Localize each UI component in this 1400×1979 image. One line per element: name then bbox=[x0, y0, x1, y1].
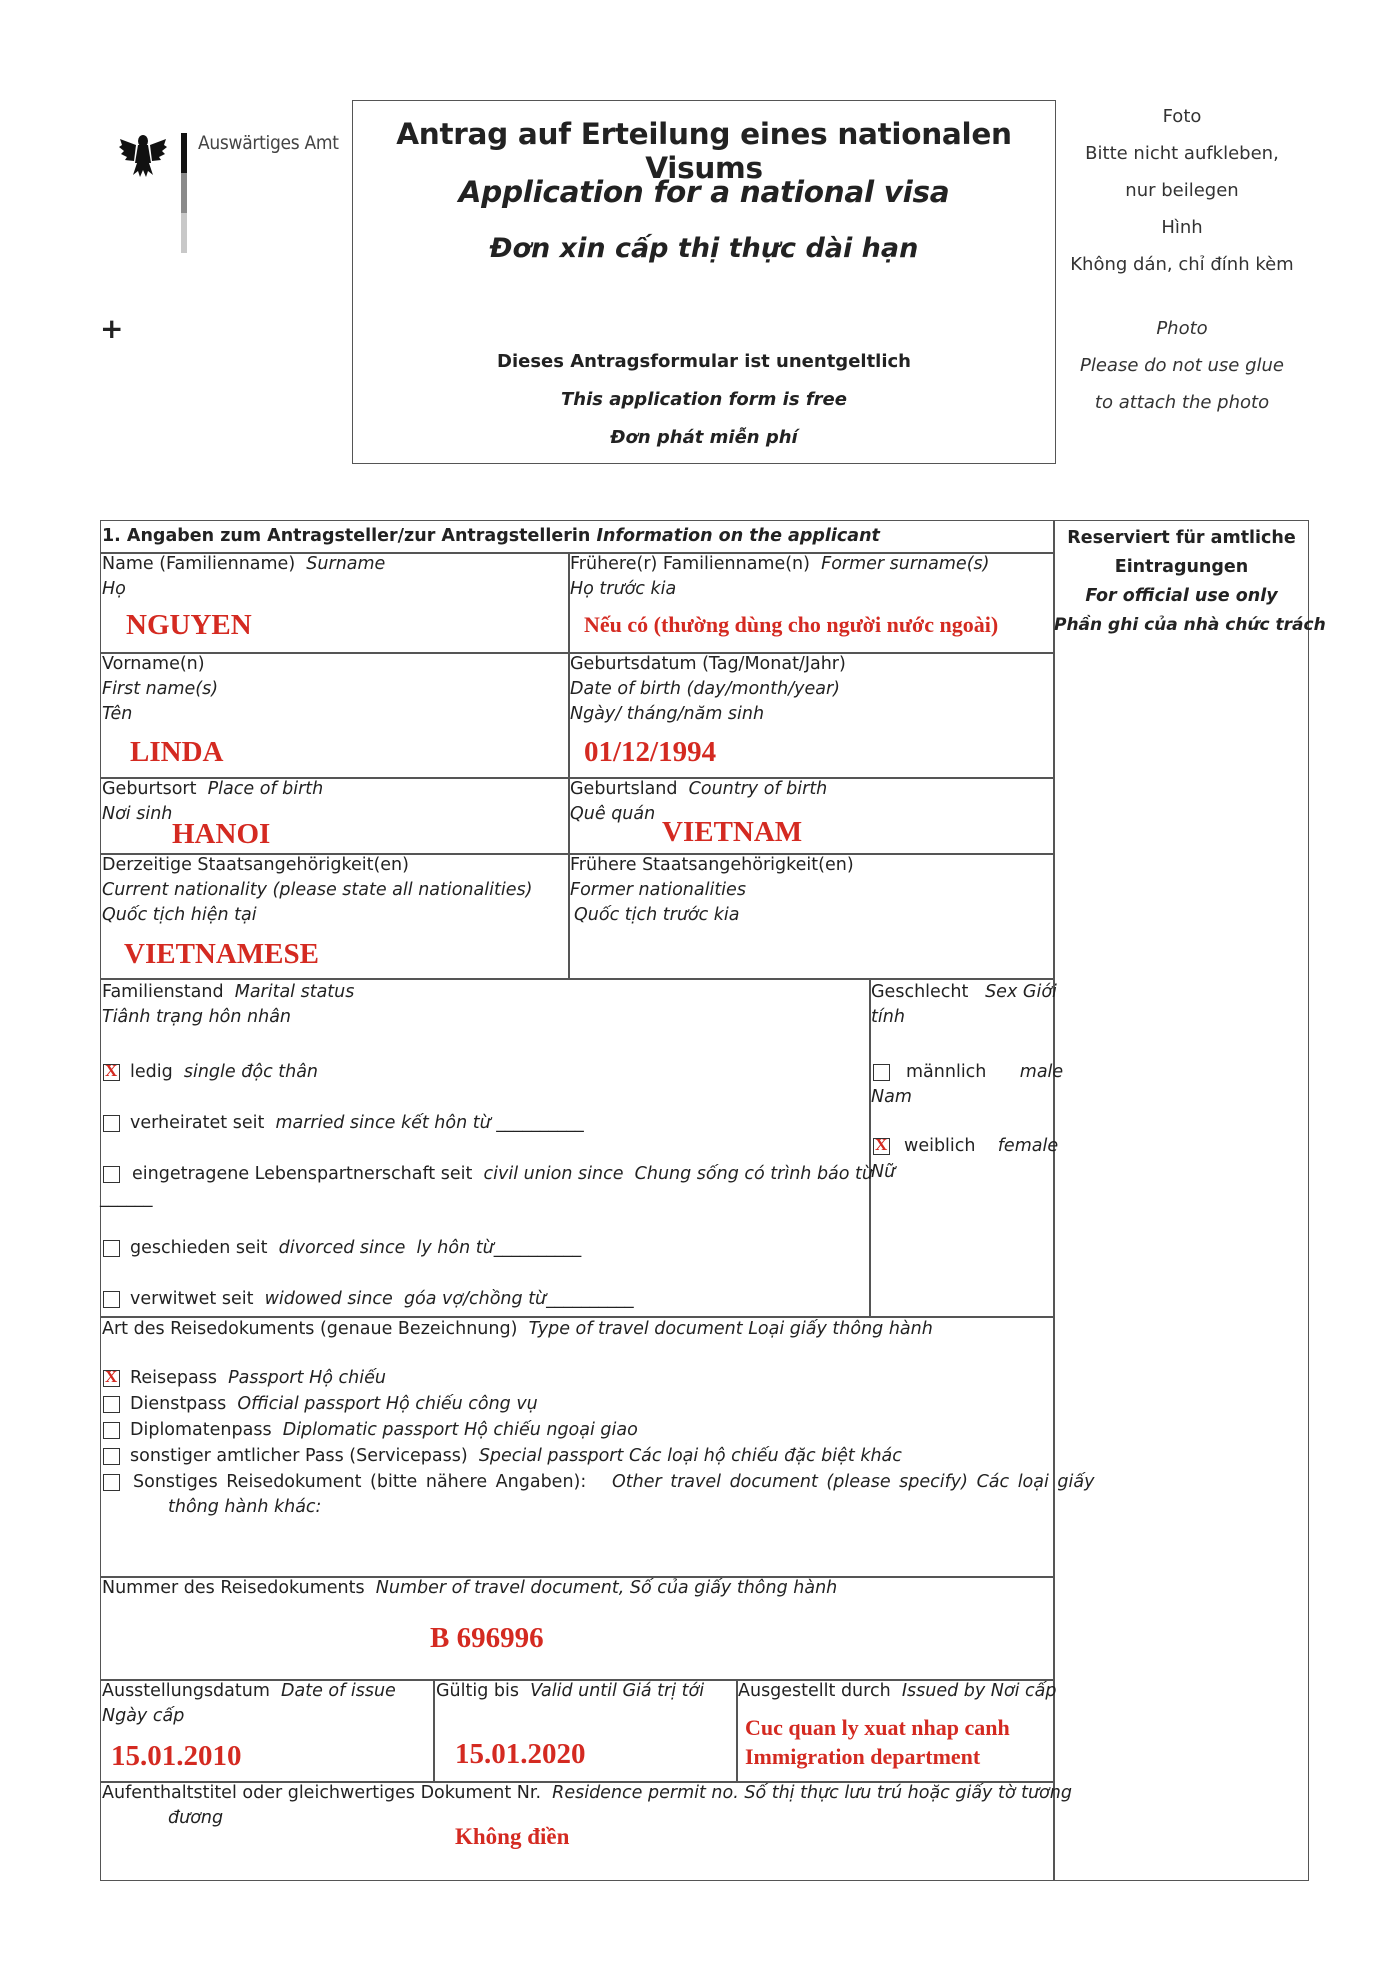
first-name-label: Vorname(n) First name(s) Tên bbox=[102, 654, 219, 724]
title-vi: Đơn xin cấp thị thực dài hạn bbox=[489, 233, 919, 264]
option-divorced: geschieden seit divorced since ly hôn từ__________ bbox=[130, 1238, 582, 1258]
country-of-birth-value[interactable]: VIETNAM bbox=[662, 816, 803, 848]
checkbox-female[interactable] bbox=[873, 1135, 890, 1155]
checkbox-passport[interactable] bbox=[103, 1367, 120, 1387]
checkbox-special-passport[interactable] bbox=[103, 1448, 120, 1465]
former-surname-label: Frühere(r) Familienname(n) Former surname(s) Họ trước kia bbox=[570, 554, 990, 599]
checkbox-diplomatic-passport[interactable] bbox=[103, 1422, 120, 1439]
travel-doc-label: Art des Reisedokuments (genaue Bezeichnung) Type of travel document Loại giấy thông hành bbox=[102, 1319, 933, 1339]
option-passport: Reisepass Passport Hộ chiếu bbox=[130, 1368, 386, 1388]
option-male: männlich male bbox=[906, 1062, 1064, 1082]
official-line-3: For official use only bbox=[1085, 586, 1278, 606]
checkbox-single[interactable] bbox=[103, 1061, 120, 1081]
nationality-label: Derzeitige Staatsangehörigkeit(en) Current nationality (please state all nationalities) Quốc tịch hiện tại bbox=[102, 855, 533, 925]
flag-bar bbox=[181, 133, 187, 253]
free-en: This application form is free bbox=[561, 389, 847, 410]
dob-label: Geburtsdatum (Tag/Monat/Jahr) Date of birth (day/month/year) Ngày/ tháng/năm sinh bbox=[570, 654, 846, 724]
checkbox-divorced[interactable] bbox=[103, 1240, 120, 1257]
doc-number-label: Nummer des Reisedokuments Number of travel document, Số của giấy thông hành bbox=[102, 1578, 838, 1598]
ministry-name: Auswärtiges Amt bbox=[198, 132, 339, 154]
marital-label: Familienstand Marital status Tiânh trạng hôn nhân bbox=[102, 982, 355, 1027]
photo-line-4: Hình bbox=[1161, 217, 1203, 238]
option-civil-union: eingetragene Lebenspartnerschaft seit civil union since Chung sống có trình báo từ bbox=[132, 1164, 874, 1184]
section-title-en: Information on the applicant bbox=[596, 526, 880, 546]
issue-date-label: Ausstellungsdatum Date of issue Ngày cấp bbox=[102, 1681, 396, 1726]
surname-label: Name (Familienname) Surname Họ bbox=[102, 554, 386, 599]
sex-label: Geschlecht Sex Giới tính bbox=[871, 982, 1057, 1027]
nationality-value[interactable]: VIETNAMESE bbox=[124, 938, 319, 970]
checkbox-female-mark: X bbox=[875, 1135, 888, 1154]
photo-instructions bbox=[1062, 98, 1302, 421]
official-line-2: Eintragungen bbox=[1114, 557, 1249, 577]
photo-line-7: Please do not use glue bbox=[1080, 355, 1284, 376]
free-vi: Đơn phát miễn phí bbox=[610, 427, 798, 448]
option-male-vi: Nam bbox=[871, 1087, 912, 1107]
checkbox-single-mark: X bbox=[105, 1061, 118, 1080]
option-married: verheiratet seit married since kết hôn từ __________ bbox=[130, 1113, 584, 1133]
option-female: weiblich female bbox=[904, 1136, 1059, 1156]
checkbox-male[interactable] bbox=[873, 1064, 890, 1081]
surname-value[interactable]: NGUYEN bbox=[126, 609, 252, 641]
free-de: Dieses Antragsformular ist unentgeltlich bbox=[497, 351, 911, 372]
former-nationality-label: Frühere Staatsangehörigkeit(en) Former nationalities Quốc tịch trước kia bbox=[570, 855, 854, 925]
title-en: Application for a national visa bbox=[458, 175, 950, 209]
photo-line-6: Photo bbox=[1156, 318, 1208, 339]
official-use bbox=[1054, 524, 1326, 640]
valid-until-value[interactable]: 15.01.2020 bbox=[455, 1738, 586, 1770]
photo-line-5: Không dán, chỉ đính kèm bbox=[1070, 254, 1294, 275]
section-title bbox=[102, 524, 880, 549]
place-of-birth-value[interactable]: HANOI bbox=[172, 818, 271, 850]
checkbox-official-passport[interactable] bbox=[103, 1396, 120, 1413]
place-of-birth-label: Geburtsort Place of birth Nơi sinh bbox=[102, 779, 324, 824]
photo-line-3: nur beilegen bbox=[1125, 180, 1239, 201]
checkbox-civil-union[interactable] bbox=[103, 1166, 120, 1183]
issue-date-value[interactable]: 15.01.2010 bbox=[111, 1740, 242, 1772]
title-de: Antrag auf Erteilung eines nationalen Visums bbox=[396, 117, 1012, 185]
option-single: ledig single độc thân bbox=[130, 1062, 319, 1082]
valid-until-label: Gültig bis Valid until Giá trị tới bbox=[436, 1681, 705, 1701]
section-title-de: 1. Angaben zum Antragsteller/zur Antragstellerin bbox=[102, 526, 591, 546]
residence-value[interactable]: Không điền bbox=[455, 1824, 570, 1849]
option-diplomatic-passport: Diplomatenpass Diplomatic passport Hộ chiếu ngoại giao bbox=[130, 1420, 638, 1440]
option-widowed: verwitwet seit widowed since góa vợ/chồng từ__________ bbox=[130, 1289, 634, 1309]
option-official-passport: Dienstpass Official passport Hộ chiếu công vụ bbox=[130, 1394, 538, 1414]
title-box bbox=[352, 100, 1056, 464]
option-special-passport: sonstiger amtlicher Pass (Servicepass) Special passport Các loại hộ chiếu đặc biệt khác bbox=[130, 1446, 902, 1466]
plus-mark: + bbox=[100, 312, 124, 345]
checkbox-married[interactable] bbox=[103, 1115, 120, 1132]
official-line-1: Reserviert für amtliche bbox=[1067, 528, 1296, 548]
former-surname-value[interactable]: Nếu có (thường dùng cho người nước ngoài) bbox=[584, 612, 999, 637]
checkbox-passport-mark: X bbox=[105, 1367, 118, 1386]
photo-line-8: to attach the photo bbox=[1094, 392, 1270, 413]
checkbox-other-doc[interactable] bbox=[103, 1474, 120, 1491]
option-other-doc: Sonstiges Reisedokument (bitte nähere Angaben): Other travel document (please specify) Các loại giấy bbox=[133, 1472, 1095, 1492]
official-line-4: Phần ghi của nhà chức trách bbox=[1054, 615, 1326, 635]
option-other-doc-vi: thông hành khác: bbox=[168, 1497, 322, 1517]
issued-by-value-2[interactable]: Immigration department bbox=[745, 1744, 981, 1769]
option-female-vi: Nữ bbox=[871, 1162, 896, 1182]
first-name-value[interactable]: LINDA bbox=[130, 736, 224, 768]
photo-line-1: Foto bbox=[1162, 106, 1202, 127]
country-of-birth-label: Geburtsland Country of birth Quê quán bbox=[570, 779, 828, 824]
issued-by-label: Ausgestellt durch Issued by Nơi cấp bbox=[738, 1681, 1057, 1701]
dob-value[interactable]: 01/12/1994 bbox=[584, 736, 717, 768]
federal-eagle-logo bbox=[118, 131, 168, 179]
residence-label: Aufenthaltstitel oder gleichwertiges Dokument Nr. Residence permit no. Số thị thực lưu trú hoặc giấy tờ tương đương bbox=[102, 1783, 1072, 1828]
checkbox-widowed[interactable] bbox=[103, 1291, 120, 1308]
doc-number-value[interactable]: B 696996 bbox=[430, 1622, 544, 1654]
photo-line-2: Bitte nicht aufkleben, bbox=[1085, 143, 1279, 164]
issued-by-value-1[interactable]: Cuc quan ly xuat nhap canh bbox=[745, 1715, 1010, 1740]
civil-union-blank[interactable]: ______ bbox=[100, 1188, 153, 1208]
